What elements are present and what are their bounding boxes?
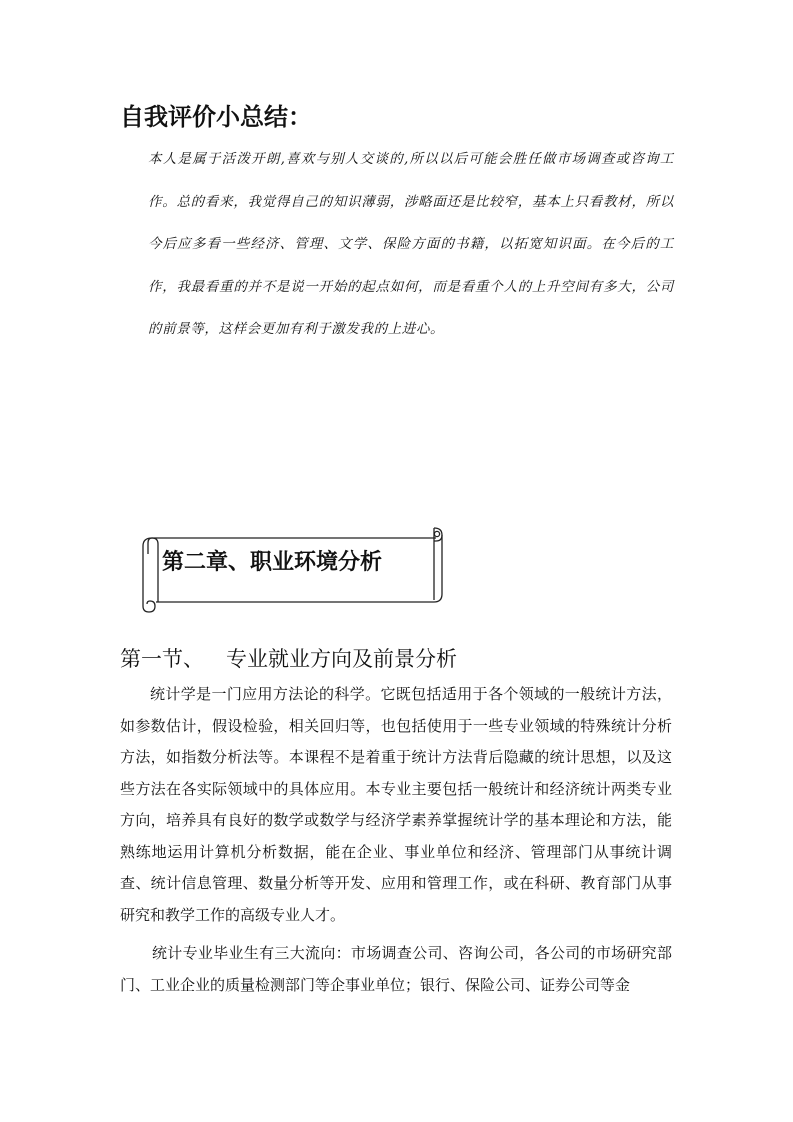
body-paragraph-2: 统计专业毕业生有三大流向：市场调查公司、咨询公司，各公司的市场研究部门、工业企业的质量检测部门等企事业单位；银行、保险公司、证券公司等金	[120, 944, 672, 994]
body-paragraph-1: 统计学是一门应用方法论的科学。它既包括适用于各个领域的一般统计方法，如参数估计，假设检验，相关回归等，也包括使用于一些专业领域的特殊统计分析方法，如指数分析法等。本课程不是着重于统计方法背后隐藏的统计思想，以及这些方法在各实际领域中的具体应用。本专业主要包括一般统计和经济统计两类专业方向，培养具有良好的数学或数学与经济学素养掌握统计学的基本理论和方法，能熟练地运用计算机分析数据，能在企业、事业单位和经济、管理部门从事统计调查、统计信息管理、数量分析等开发、应用和管理工作，或在科研、教育部门从事研究和教学工作的高级专业人才。	[120, 685, 672, 924]
section-name: 专业就业方向及前景分析	[226, 647, 457, 671]
section-title	[120, 643, 457, 675]
self-evaluation-paragraph: 本人是属于活泼开朗,喜欢与别人交谈的,所以以后可能会胜任做市场调查或咨询工作。总的看来，我觉得自己的知识薄弱，涉略面还是比较窄，基本上只看教材，所以今后应多看一些经济、管理、文学、保险方面的书籍，以拓宽知识面。在今后的工作，我最看重的并不是说一开始的起点如何，而是看重个人的上升空间有多大，公司的前景等，这样会更加有利于激发我的上进心。	[148, 151, 674, 337]
chapter-title: 第二章、职业环境分析	[162, 550, 383, 575]
self-evaluation-heading: 自我评价小总结：	[120, 103, 312, 131]
section-number: 第一节、	[120, 647, 204, 671]
